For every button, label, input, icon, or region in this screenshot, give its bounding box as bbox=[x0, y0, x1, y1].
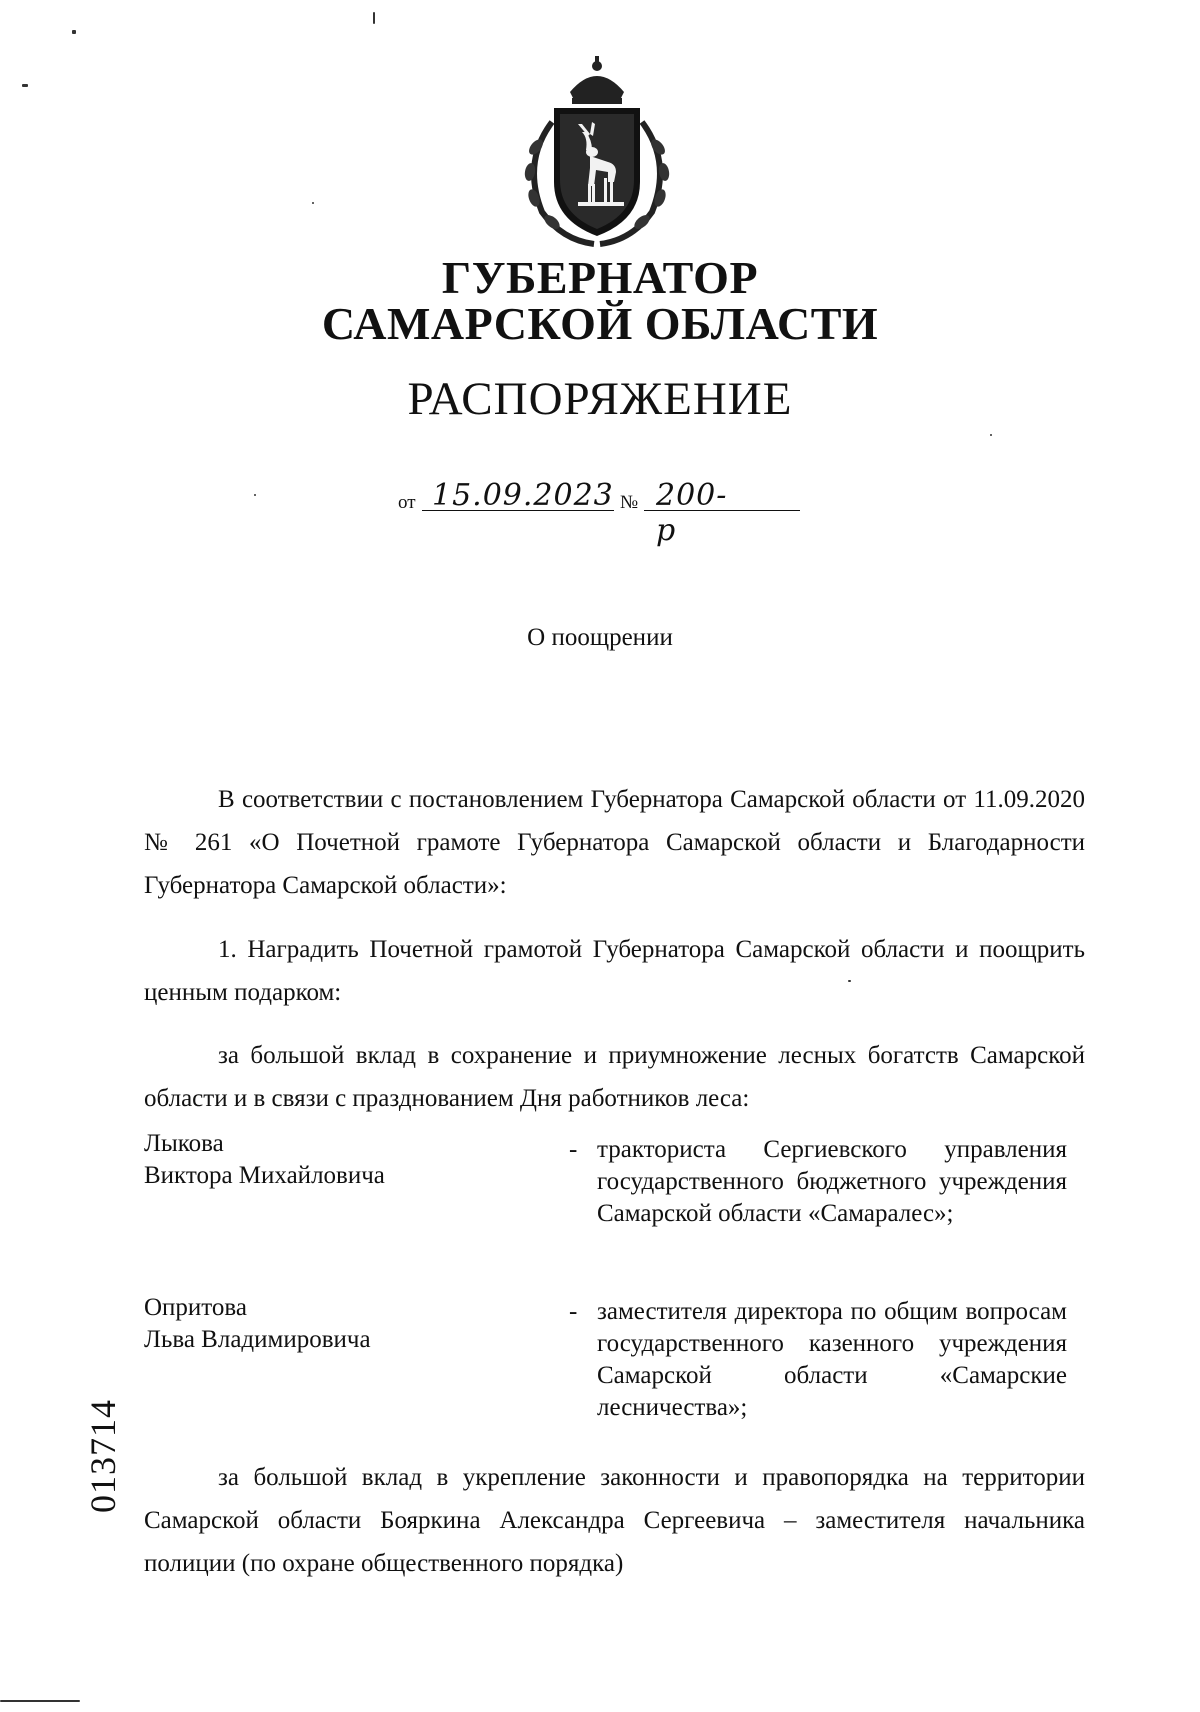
reason-2-paragraph: за большой вклад в укрепление законности и правопорядка на территории Самарской области Бояркина Александра Сергеевича – заместителя начальника полиции (по охране общественного порядка) bbox=[144, 1464, 1085, 1577]
entry-2-name bbox=[144, 1292, 564, 1356]
number-label: № bbox=[620, 492, 639, 513]
preamble-paragraph: В соответствии с постановлением Губернатора Самарской области от 11.09.2020 № 261 «О Почетной грамоте Губернатора Самарской области и Благодарности Губернатора Самарской области»: bbox=[144, 786, 1085, 899]
entry-2-description: заместителя директора по общим вопросам государственного казенного учреждения Самарской области «Самарские лесничества»; bbox=[597, 1298, 1067, 1421]
governor-title-line2: САМАРСКОЙ ОБЛАСТИ bbox=[321, 298, 879, 349]
scan-speck bbox=[254, 494, 256, 496]
entry-2-surname: Опритова bbox=[144, 1294, 247, 1321]
scan-speck bbox=[373, 12, 375, 24]
entry-1-given-names: Виктора Михайловича bbox=[144, 1162, 385, 1189]
scan-speck bbox=[72, 30, 76, 34]
entry-1-dash: - bbox=[569, 1136, 578, 1163]
date-from-label: от bbox=[398, 492, 416, 513]
handwritten-date: 15.09.2023 bbox=[432, 478, 614, 513]
scan-edge-line bbox=[0, 1700, 80, 1702]
entry-1-name bbox=[144, 1128, 564, 1192]
number-underline bbox=[644, 510, 800, 511]
coat-of-arms-emblem bbox=[512, 52, 682, 252]
serial-number: 013714 bbox=[83, 1399, 123, 1513]
document-subject: О поощрении bbox=[527, 624, 673, 651]
scan-speck bbox=[848, 980, 851, 982]
handwritten-number: 200-р bbox=[656, 478, 728, 548]
document-type-title: РАСПОРЯЖЕНИЕ bbox=[407, 373, 793, 425]
entry-2-dash: - bbox=[569, 1298, 578, 1325]
reason-1-paragraph: за большой вклад в сохранение и приумножение лесных богатств Самарской области и в связи с празднованием Дня работников леса: bbox=[144, 1042, 1085, 1112]
item-1-paragraph: 1. Наградить Почетной грамотой Губернатора Самарской области и поощрить ценным подарком: bbox=[144, 936, 1085, 1006]
entry-2-given-names: Льва Владимировича bbox=[144, 1326, 371, 1353]
entry-1-surname: Лыкова bbox=[144, 1130, 224, 1157]
scan-speck bbox=[990, 434, 992, 436]
date-underline bbox=[422, 510, 614, 511]
entry-1-description: тракториста Сергиевского управления государственного бюджетного учреждения Самарской области «Самаралес»; bbox=[597, 1136, 1067, 1227]
scan-speck bbox=[22, 84, 28, 87]
governor-title-line1: ГУБЕРНАТОР bbox=[441, 252, 759, 303]
scan-speck bbox=[312, 202, 314, 204]
